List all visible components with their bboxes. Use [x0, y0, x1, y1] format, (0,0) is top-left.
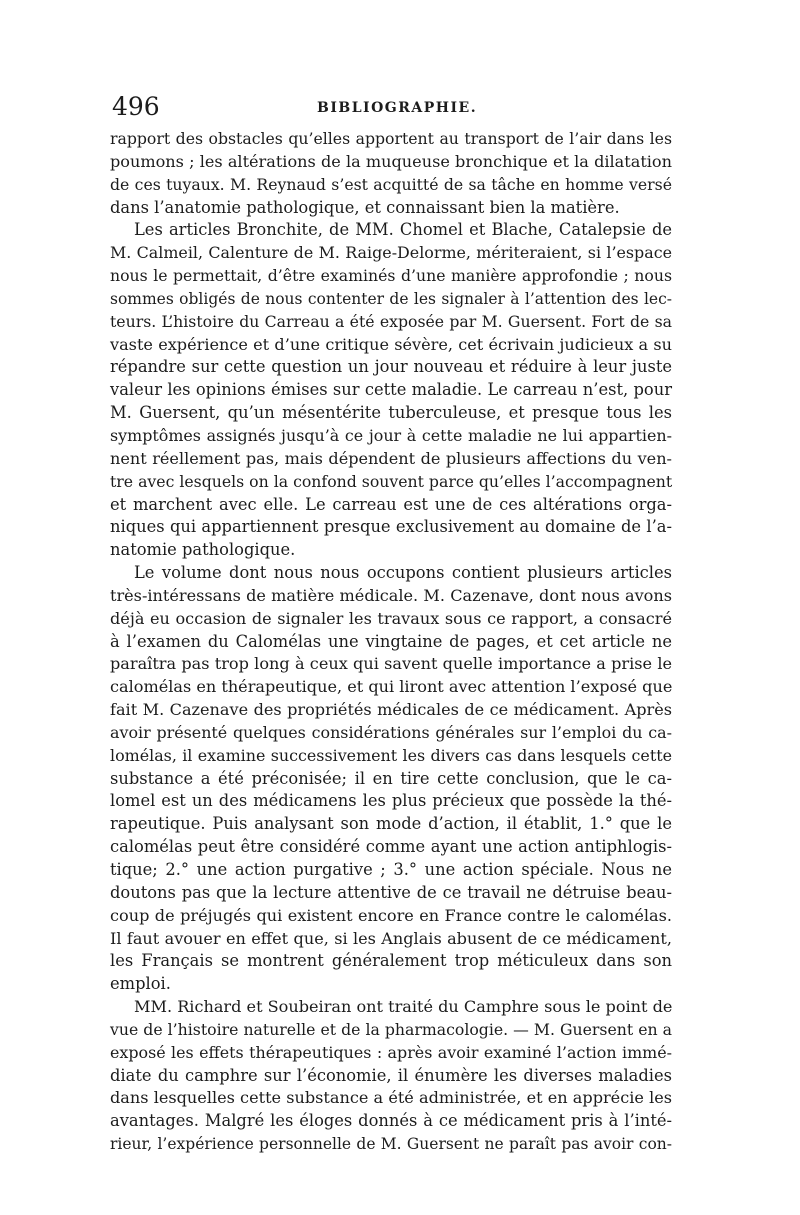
text-line: de ces tuyaux. M. Reynaud s’est acquitté de sa tâche en homme versé: [110, 174, 672, 194]
text-line: paraîtra pas trop long à ceux qui savent quelle importance a prise le: [110, 654, 672, 674]
text-line: MM. Richard et Soubeiran ont traité du Camphre sous le point de: [134, 997, 673, 1017]
text-line: avoir présenté quelques considérations générales sur l’emploi du ca-: [110, 722, 672, 742]
page-number: 496: [112, 92, 160, 121]
text-line: nous le permettait, d’être examinés d’une manière approfondie ; nous: [110, 266, 672, 286]
text-line: calomélas en thérapeutique, et qui liront avec attention l’exposé que: [110, 677, 673, 697]
text-line: rieur, l’expérience personnelle de M. Guersent ne paraît pas avoir con-: [110, 1135, 672, 1154]
text-line: lomel est un des médicamens les plus précieux que possède la thé-: [110, 791, 672, 811]
text-line: tique; 2.° une action purgative ; 3.° une action spéciale. Nous ne: [110, 860, 672, 879]
text-line: Le volume dont nous nous occupons contient plusieurs articles: [134, 563, 672, 583]
text-line: Il faut avouer en effet que, si les Anglais abusent de ce médicament,: [110, 928, 672, 948]
text-line: déjà eu occasion de signaler les travaux sous ce rapport, a consacré: [110, 608, 672, 628]
text-line: niques qui appartiennent presque exclusivement au domaine de l’a-: [110, 517, 672, 537]
text-line: M. Calmeil, Calenture de M. Raige-Delorme, mériteraient, si l’espace: [110, 243, 672, 263]
text-line: tre avec lesquels on la confond souvent parce qu’elles l’accompagnent: [110, 471, 673, 491]
text-line: emploi.: [110, 974, 171, 994]
text-line: doutons pas que la lecture attentive de ce travail ne détruise beau-: [110, 882, 672, 902]
text-line: teurs. L’histoire du Carreau a été exposée par M. Guersent. Fort de sa: [110, 311, 672, 331]
text-line: exposé les effets thérapeutiques : après avoir examiné l’action immé-: [110, 1042, 672, 1062]
body-text: [110, 128, 672, 1156]
text-line: sommes obligés de nous contenter de les signaler à l’attention des lec-: [110, 289, 672, 308]
text-line: répandre sur cette question un jour nouveau et réduire à leur juste: [110, 357, 672, 377]
text-line: dans lesquelles cette substance a été administrée, et en apprécie les: [110, 1088, 672, 1108]
text-line: diate du camphre sur l’économie, il énumère les diverses maladies: [110, 1065, 672, 1085]
text-line: poumons ; les altérations de la muqueuse bronchique et la dilatation: [110, 151, 672, 171]
text-line: substance a été préconisée; il en tire cette conclusion, que le ca-: [110, 768, 672, 788]
text-line: et marchent avec elle. Le carreau est une de ces altérations orga-: [110, 494, 672, 514]
text-line: à l’examen du Calomélas une vingtaine de pages, et cet article ne: [110, 631, 672, 651]
text-line: vaste expérience et d’une critique sévère, cet écrivain judicieux a su: [110, 334, 672, 354]
text-line: dans l’anatomie pathologique, et connaissant bien la matière.: [110, 197, 620, 217]
text-line: vue de l’histoire naturelle et de la pharmacologie. — M. Guersent en a: [110, 1019, 672, 1039]
text-line: les Français se montrent généralement trop méticuleux dans son: [110, 951, 672, 971]
text-line: lomélas, il examine successivement les divers cas dans lesquels cette: [110, 745, 672, 765]
text-line: avantages. Malgré les éloges donnés à ce médicament pris à l’inté-: [110, 1111, 672, 1131]
text-line: Les articles Bronchite, de MM. Chomel et Blache, Catalepsie de: [134, 220, 672, 240]
text-line: calomélas peut être considéré comme ayant une action antiphlogis-: [110, 837, 672, 857]
text-line: rapeutique. Puis analysant son mode d’action, il établit, 1.° que le: [110, 814, 672, 834]
page-header: [112, 92, 672, 124]
text-line: symptômes assignés jusqu’à ce jour à cette maladie ne lui appartien-: [110, 425, 672, 445]
text-line: valeur les opinions émises sur cette maladie. Le carreau n’est, pour: [110, 380, 672, 400]
text-line: natomie pathologique.: [110, 540, 296, 560]
text-line: M. Guersent, qu’un mésentérite tuberculeuse, et presque tous les: [110, 403, 672, 423]
text-line: fait M. Cazenave des propriétés médicales de ce médicament. Après: [110, 700, 672, 720]
running-head: BIBLIOGRAPHIE.: [317, 100, 478, 116]
text-line: très-intéressans de matière médicale. M. Cazenave, dont nous avons: [110, 585, 672, 605]
text-line: rapport des obstacles qu’elles apportent au transport de l’air dans les: [110, 129, 672, 148]
text-line: nent réellement pas, mais dépendent de plusieurs affections du ven-: [110, 448, 672, 468]
text-line: coup de préjugés qui existent encore en France contre le calomélas.: [110, 905, 672, 925]
